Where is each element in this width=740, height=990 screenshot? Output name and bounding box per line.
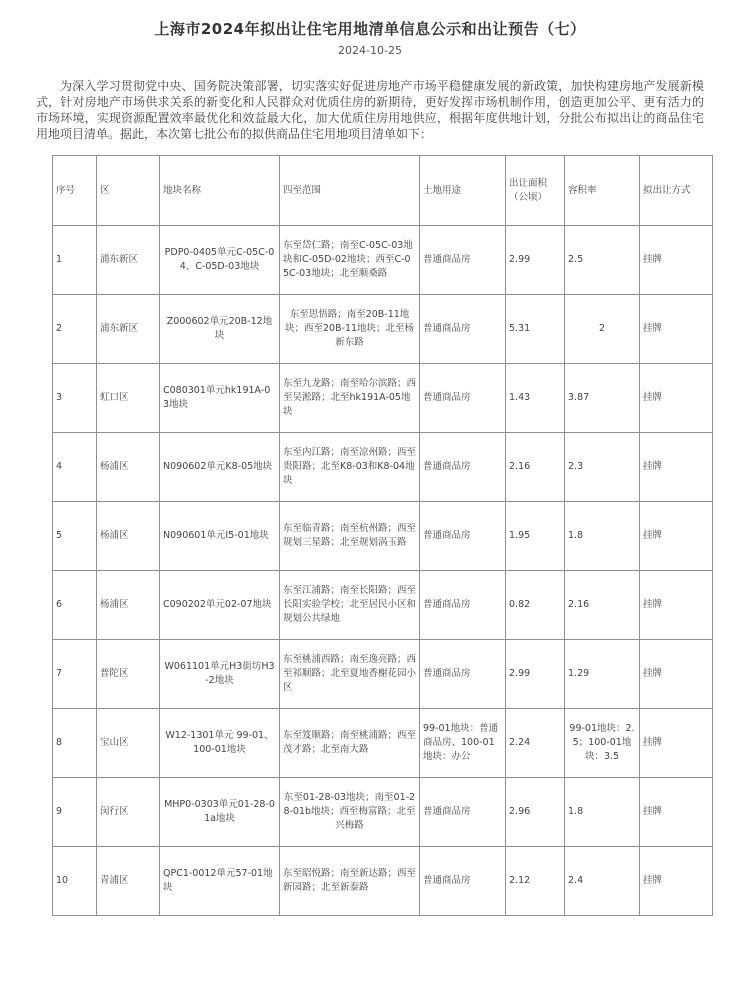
cell-far: 1.8 bbox=[565, 502, 640, 571]
cell-seq: 3 bbox=[53, 364, 97, 433]
cell-seq: 9 bbox=[53, 778, 97, 847]
cell-district: 青浦区 bbox=[97, 847, 160, 916]
cell-area: 2.99 bbox=[506, 640, 565, 709]
cell-method: 挂牌 bbox=[640, 502, 713, 571]
cell-district: 闵行区 bbox=[97, 778, 160, 847]
cell-seq: 10 bbox=[53, 847, 97, 916]
table-row bbox=[53, 778, 713, 847]
cell-use: 普通商品房 bbox=[420, 778, 506, 847]
cell-use: 普通商品房 bbox=[420, 295, 506, 364]
cell-boundary: 东至笈顺路；南至桃浦路；西至茂才路；北至南大路 bbox=[280, 709, 420, 778]
header-plot: 地块名称 bbox=[160, 156, 280, 226]
cell-plot: W12-1301单元 99-01、100-01地块 bbox=[160, 709, 280, 778]
cell-far: 2.3 bbox=[565, 433, 640, 502]
cell-far: 2.4 bbox=[565, 847, 640, 916]
table-row bbox=[53, 433, 713, 502]
cell-district: 杨浦区 bbox=[97, 502, 160, 571]
table-row bbox=[53, 571, 713, 640]
header-area: 出让面积（公顷） bbox=[506, 156, 565, 226]
cell-boundary: 东至江浦路；南至长阳路；西至长阳实验学校；北至居民小区和规划公共绿地 bbox=[280, 571, 420, 640]
land-list-table bbox=[52, 155, 713, 916]
table-row bbox=[53, 226, 713, 295]
cell-use: 普通商品房 bbox=[420, 364, 506, 433]
cell-far: 2.16 bbox=[565, 571, 640, 640]
cell-seq: 6 bbox=[53, 571, 97, 640]
table-row bbox=[53, 364, 713, 433]
cell-plot: Z000602单元20B-12地块 bbox=[160, 295, 280, 364]
cell-method: 挂牌 bbox=[640, 295, 713, 364]
cell-plot: N090601单元I5-01地块 bbox=[160, 502, 280, 571]
cell-plot: W061101单元H3街坊H3-2地块 bbox=[160, 640, 280, 709]
cell-seq: 2 bbox=[53, 295, 97, 364]
cell-area: 2.99 bbox=[506, 226, 565, 295]
cell-far: 99-01地块：2.5；100-01地块：3.5 bbox=[565, 709, 640, 778]
cell-use: 普通商品房 bbox=[420, 433, 506, 502]
cell-area: 2.24 bbox=[506, 709, 565, 778]
cell-seq: 7 bbox=[53, 640, 97, 709]
cell-district: 普陀区 bbox=[97, 640, 160, 709]
cell-use: 99-01地块：普通商品房、100-01地块：办公 bbox=[420, 709, 506, 778]
cell-plot: QPC1-0012单元57-01地块 bbox=[160, 847, 280, 916]
table-row bbox=[53, 640, 713, 709]
page-title: 上海市2024年拟出让住宅用地清单信息公示和出让预告（七） bbox=[154, 20, 586, 38]
cell-area: 2.96 bbox=[506, 778, 565, 847]
header-use: 土地用途 bbox=[420, 156, 506, 226]
cell-method: 挂牌 bbox=[640, 847, 713, 916]
cell-plot: PDP0-0405单元C-05C-04、C-05D-03地块 bbox=[160, 226, 280, 295]
cell-method: 挂牌 bbox=[640, 571, 713, 640]
table-row bbox=[53, 847, 713, 916]
cell-seq: 1 bbox=[53, 226, 97, 295]
cell-area: 0.82 bbox=[506, 571, 565, 640]
header-district: 区 bbox=[97, 156, 160, 226]
cell-area: 1.95 bbox=[506, 502, 565, 571]
cell-area: 2.16 bbox=[506, 433, 565, 502]
cell-area: 5.31 bbox=[506, 295, 565, 364]
cell-method: 挂牌 bbox=[640, 433, 713, 502]
cell-boundary: 东至思悟路；南至20B-11地块；西至20B-11地块；北至杨新东路 bbox=[280, 295, 420, 364]
cell-boundary: 东至01-28-03地块；南至01-28-01b地块；西至梅富路；北至兴梅路 bbox=[280, 778, 420, 847]
cell-district: 杨浦区 bbox=[97, 433, 160, 502]
cell-boundary: 东至临青路；南至杭州路；西至规划三星路；北至规划涡玉路 bbox=[280, 502, 420, 571]
table-row bbox=[53, 709, 713, 778]
cell-boundary: 东至内江路；南至凉州路；西至贵阳路；北至K8-03和K8-04地块 bbox=[280, 433, 420, 502]
cell-far: 3.87 bbox=[565, 364, 640, 433]
cell-district: 浦东新区 bbox=[97, 295, 160, 364]
cell-method: 挂牌 bbox=[640, 709, 713, 778]
cell-boundary: 东至岱仁路；南至C-05C-03地块和C-05D-02地块；西至C-05C-03地块；北至顺桑路 bbox=[280, 226, 420, 295]
cell-far: 1.29 bbox=[565, 640, 640, 709]
cell-plot: MHP0-0303单元01-28-01a地块 bbox=[160, 778, 280, 847]
cell-district: 宝山区 bbox=[97, 709, 160, 778]
cell-method: 挂牌 bbox=[640, 778, 713, 847]
header-far: 容积率 bbox=[565, 156, 640, 226]
cell-use: 普通商品房 bbox=[420, 847, 506, 916]
header-seq: 序号 bbox=[53, 156, 97, 226]
publish-date: 2024-10-25 bbox=[338, 44, 402, 57]
cell-method: 挂牌 bbox=[640, 226, 713, 295]
table-header-row bbox=[53, 156, 713, 226]
intro-paragraph: 为深入学习贯彻党中央、国务院决策部署，切实落实好促进房地产市场平稳健康发展的新政策，加快构建房地产发展新模式，针对房地产市场供求关系的新变化和人民群众对优质住房的新期待，更好发挥市场机制作用，创造更加公平、更有活力的市场环境，实现资源配置效率最优化和效益最大化，加大优质住房用地供应，根据年度供地计划，分批公布拟出让的商品住宅用地项目清单。据此，本次第七批公布的拟供商品住宅用地项目清单如下： bbox=[36, 79, 704, 141]
cell-district: 虹口区 bbox=[97, 364, 160, 433]
cell-plot: N090602单元K8-05地块 bbox=[160, 433, 280, 502]
cell-area: 1.43 bbox=[506, 364, 565, 433]
cell-method: 挂牌 bbox=[640, 364, 713, 433]
cell-boundary: 东至桃浦西路；南至逸亮路；西至祁顺路；北至夏地香榭花园小区 bbox=[280, 640, 420, 709]
cell-far: 1.8 bbox=[565, 778, 640, 847]
table-row bbox=[53, 502, 713, 571]
cell-area: 2.12 bbox=[506, 847, 565, 916]
cell-use: 普通商品房 bbox=[420, 571, 506, 640]
cell-seq: 8 bbox=[53, 709, 97, 778]
table-row bbox=[53, 295, 713, 364]
cell-far: 2 bbox=[565, 295, 640, 364]
header-boundary: 四至范围 bbox=[280, 156, 420, 226]
cell-boundary: 东至昭悦路；南至新达路；西至新园路；北至新泰路 bbox=[280, 847, 420, 916]
cell-use: 普通商品房 bbox=[420, 502, 506, 571]
cell-far: 2.5 bbox=[565, 226, 640, 295]
cell-seq: 4 bbox=[53, 433, 97, 502]
cell-district: 浦东新区 bbox=[97, 226, 160, 295]
cell-boundary: 东至九龙路；南至哈尔滨路；西至吴淞路；北至hk191A-05地块 bbox=[280, 364, 420, 433]
cell-use: 普通商品房 bbox=[420, 640, 506, 709]
cell-method: 挂牌 bbox=[640, 640, 713, 709]
cell-seq: 5 bbox=[53, 502, 97, 571]
header-method: 拟出让方式 bbox=[640, 156, 713, 226]
cell-district: 杨浦区 bbox=[97, 571, 160, 640]
cell-use: 普通商品房 bbox=[420, 226, 506, 295]
cell-plot: C090202单元02-07地块 bbox=[160, 571, 280, 640]
cell-plot: C080301单元hk191A-03地块 bbox=[160, 364, 280, 433]
